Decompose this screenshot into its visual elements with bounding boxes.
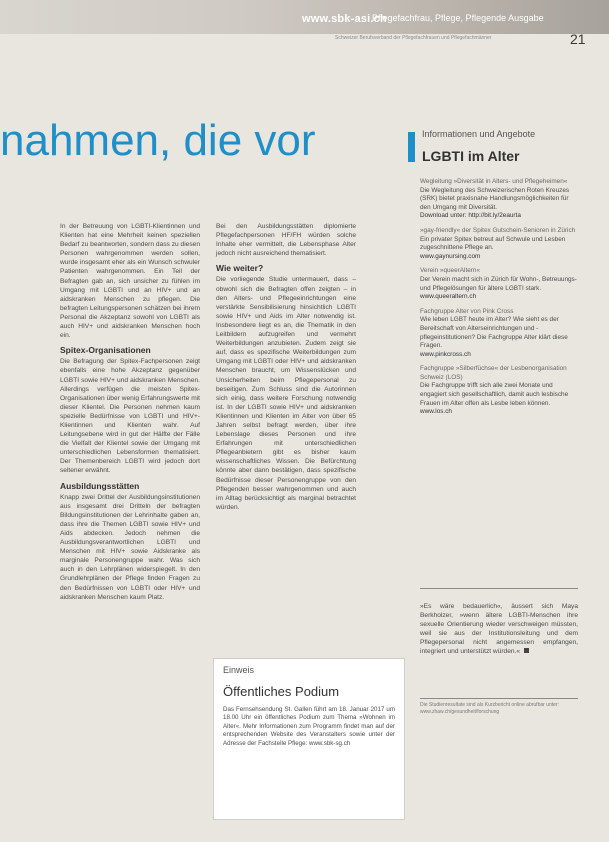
sidebar-item-body: Wie leben LGBT heute im Alter? Wie sieht es der Bereitschaft von Alterseinrichtungen und -pflegeinstitutionen? Die Fachgruppe Alter klärt diese Fragen. xyxy=(420,316,568,350)
sidebar-item xyxy=(420,227,578,261)
event-text: Das Fernsehsendung St. Gallen führt am 18. Januar 2017 um 18.00 Uhr ein öffentliches Podium zum Thema »Wohnen im Alter«. Mehr Informationen zum Programm findet man auf der entsprechenden Website des Veranstalters sowie unter der Adresse der Fachstelle Pflege: www.sbk-sg.ch xyxy=(223,706,395,747)
article-column-1 xyxy=(60,222,200,608)
sidebar-item-link[interactable]: www.pinkcross.ch xyxy=(420,350,471,358)
sidebar-item-body: Die Wegleitung des Schweizerischen Roten Kreuzes (SRK) bietet praxisnahe Handlungsmöglichkeiten für den Umgang mit Diversität. xyxy=(420,186,570,211)
closing-quote xyxy=(420,602,578,657)
footnote-divider xyxy=(420,698,578,699)
event-title: Öffentliches Podium xyxy=(223,684,340,699)
sidebar-item xyxy=(420,308,578,360)
end-mark-icon xyxy=(524,648,529,653)
page-number: 21 xyxy=(570,31,586,47)
sidebar-item-body: Der Verein macht sich in Zürich für Wohn-, Betreuungs- und Pflegelösungen für ältere LGBTI stark. xyxy=(420,275,577,292)
header-section: Pflegefachfrau, Pflege, Pflegende Ausgabe xyxy=(372,13,544,23)
sidebar-item-head: Fachgruppe Alter von Pink Cross xyxy=(420,307,514,315)
sidebar-item xyxy=(420,365,578,417)
article-column-2 xyxy=(216,222,356,518)
sidebar-item-link[interactable]: Download unter: http://bit.ly/2eaurta xyxy=(420,212,521,220)
sidebar-kicker: Informationen und Angebote xyxy=(422,129,536,139)
subheading-ausbildung: Ausbildungsstätten xyxy=(60,480,140,491)
quote-text: »Es wäre bedauerlich«, äussert sich Maya Berkholzer, »wenn ältere LGBTI-Menschen ihre sexuelle Orientierung wieder verschweigen müssten, weil sie aus der Institutionsleitung und dem Pflegepersonal nicht angemessen empfangen, integriert und unterstützt würden.« xyxy=(420,603,578,656)
sidebar-divider xyxy=(420,588,578,589)
sidebar-item-link[interactable]: www.gaynursing.com xyxy=(420,252,481,260)
paragraph: Die vorliegende Studie untermauert, dass – obwohl sich die Befragten offen zeigten – in den Alters- und Pflegeeinrichtungen eine verstärkte Sensibilisierung hinsichtlich LGBTI sowie HIV+ und Aids im Alter notwendig ist. Insbesondere liegt es an, die Thematik in den Leitbildern aufzugreifen und vermehrt Weiterbildungen anzubieten. Zudem zeigt sie auf, dass es spezifische Weiterbildungen zum Umgang mit LGBTI oder HIV+ und aidskranken Menschen braucht, um Wissenslücken und Unsicherheiten beim Pflegepersonal zu beseitigen. Zum Schluss sind die Autorinnen sich einig, dass weitere Forschung notwendig ist. In der LGBTI sowie HIV+ und aidskranken Klientinnen und Klienten im Alter von über 65 Jahren selbst befragt werden, über ihre Lebenslage dieses Personen und ihre Erfahrungen mit unterschiedlichen Pflegeanbietern gibt es bisher kaum wissenschaftliches Wissen. Die Befürchtung könnte aber dann bestätigen, dass spezifische Bedürfnisse dieser Personengruppe von den Pflegenden besser wahrgenommen und auch im Alltag berücksichtigt als marginal betrachtet würden. xyxy=(216,276,356,511)
sidebar-item-body: Ein privater Spitex betreut auf Schwule und Lesben zugeschnittene Pflege an. xyxy=(420,235,566,252)
sidebar-item-link[interactable]: www.los.ch xyxy=(420,408,452,416)
sidebar-item-head: Wegleitung »Diversität in Alters- und Pflegeheimen« xyxy=(420,178,568,185)
sidebar-item-link[interactable]: www.queeraltern.ch xyxy=(420,293,477,301)
paragraph: Bei den Ausbildungsstätten diplomierte Pflegefachpersonen HF/FH würden solche Inhalte eher vermittelt, die Lebensphase Alter jedoch nicht ausreichend thematisiert. xyxy=(216,223,356,258)
article-headline: nahmen, die vor xyxy=(0,116,316,165)
paragraph: Knapp zwei Drittel der Ausbildungsinstitutionen aus insgesamt drei Dritteln der befragten Bildungsinstitutionen der Lehrinhalte gaben an, dass ihre die Themen LGBTI sowie HIV+ und Aids abdecken. Jedoch nehmen die Ausbildungsverantwortlichen LGBTI und Menschen mit HIV+ sowie Aidskranke als marginale Personengruppe wahr. Was sich auch in den Lehrplänen widerspiegelt. In den Grundlehrplänen der Pflege finden Fragen zu den Bedürfnissen von LGBTI oder HIV+ und aidskranken Menschen kaum Platz. xyxy=(60,493,200,601)
sidebar-title: LGBTI im Alter xyxy=(422,148,520,164)
sidebar-item-head: Verein »queerAltern« xyxy=(420,267,481,275)
paragraph: In der Betreuung von LGBTI-Klientinnen und Klienten hat eine Mehrheit keinen speziellen Bedarf zu beantworten, sondern dass zu diesen Personen wahrgenommen werden sollen, wurde insgesamt eher als ein Wunsch schwuler Patienten wahrgenommen. Ein Teil der Befragten gab an, sich unsicher zu fühlen im Umgang mit LGBTI und an HIV+ und an aidskranken Menschen zu pflegen. Die befragten Leitungspersonen schätzen bei ihrem Personal die Akzeptanz sowohl von LGBTI als auch HIV+ und aidskranken Menschen hoch ein. xyxy=(60,223,200,340)
sidebar-item-head: Fachgruppe »Silberfüchse« der Lesbenorganisation Schweiz (LOS) xyxy=(420,365,567,381)
paragraph: Die Befragung der Spitex-Fachpersonen zeigt ebenfalls eine hohe Akzeptanz gegenüber LGBTI sowie HIV+ und aidskranken Menschen. Allerdings verfügen die meisten Spitex-Organisationen über wenig Erfahrungswerte mit dieser Klientel. Die Personen nehmen kaum spezielle Bedürfnisse von LGBTI und HIV+-Klientinnen und Klienten wahr. Auf Leitungsebene wird in gut der Hälfte der Fälle die Vielfalt der Klientel sowie der Umgang mit unterschiedlichen Lebensformen thematisiert. Der Themenbereich LGBTI wird jedoch dort seltener erwähnt. xyxy=(60,358,200,475)
header-site[interactable]: www.sbk-asi.ch xyxy=(302,13,387,25)
sidebar-item-body: Die Fachgruppe trifft sich alle zwei Monate und engagiert sich gesellschaftlich, damit auch lesbische Frauen im Alter offen als Lesbe leben können. xyxy=(420,382,569,407)
header-subline: Schweizer Berufsverband der Pflegefachfrauen und Pflegefachmänner xyxy=(335,35,492,41)
sidebar-item xyxy=(420,267,578,301)
sidebar-item xyxy=(420,178,578,221)
sidebar-item-head: »gay-friendly« der Spitex Gutschein-Senioren in Zürich xyxy=(420,226,576,234)
footnote: Die Studienresultate sind als Kurzbericht online abrufbar unter: www.zhaw.ch/gesundheit/forschung xyxy=(420,702,559,715)
event-kicker: Einweis xyxy=(223,665,255,675)
sidebar-list xyxy=(420,178,578,423)
sidebar-accent-bar xyxy=(408,132,415,162)
subheading-spitex: Spitex-Organisationen xyxy=(60,345,151,356)
subheading-wie-weiter: Wie weiter? xyxy=(216,263,264,274)
